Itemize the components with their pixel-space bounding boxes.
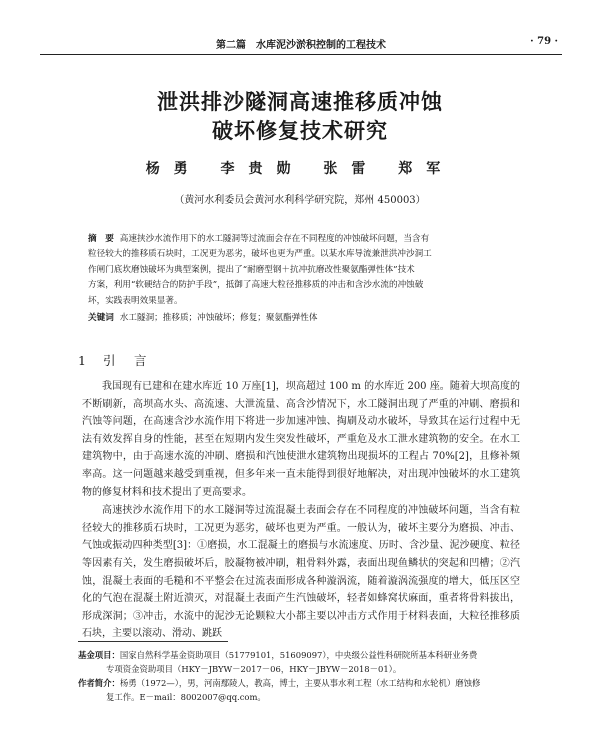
abstract-label: 摘 要 bbox=[88, 234, 114, 244]
section-number: 1 bbox=[78, 353, 89, 368]
abstract-line-4: 方案，利用“软硬结合的防护手段”，抵御了高速大粒径推移质的冲击和含沙水流的冲蚀破 bbox=[88, 280, 424, 291]
keywords-text: 水工隧洞；推移质；冲蚀破坏；修复；聚氨酯弹性体 bbox=[119, 313, 318, 324]
footnote-rule bbox=[78, 641, 228, 642]
article-title-line-2: 破坏修复技术研究 bbox=[212, 119, 388, 143]
article-title-line-1: 泄洪排沙隧洞高速推移质冲蚀 bbox=[157, 90, 443, 114]
funding-note: 基金项目：国家自然科学基金资助项目（51779101，51609097），中央级公益性科研院所基本科研业务费 专项资金资助项目（HKY－JBYW－2017－06，HKY－JBYW－2018－01）。 bbox=[78, 650, 478, 674]
paragraph: 我国现有已建和在建水库近 10 万座[1]，坝高超过 100 m 的水库近 200 座。随着大坝高度的不断刷新，高坝高水头、高流速、大泄流量、高含沙情况下，水工隧洞出现了严重的冲刷、磨损和汽蚀等问题，在高速含沙水流作用下将进一步加速冲蚀、掏刷及动水破坏，导致其在运行过程中无法有效发挥自身的性能，甚至在短期内发生突发性破坏，严重危及水工泄水建筑物的安全。在水工建筑物中，由于高速水流的冲刷、磨损和汽蚀使泄水建筑物出现损坏的工程占 70%[2]，且修补频率高。这一问题越来越受到重视，但多年来一直未能得到很好地解决，对出现冲蚀破坏的水工建筑物的修复材料和技术提出了更高要求。 bbox=[82, 381, 520, 498]
keywords-label: 关键词 bbox=[88, 313, 114, 324]
article-title bbox=[60, 88, 540, 146]
footnotes bbox=[78, 648, 520, 704]
paragraph: 高速挟沙水流作用下的水工隧洞等过流混凝土表面会存在不同程度的冲蚀破坏问题，当含有粒径较大的推移质石块时，工况更为恶劣，破坏也更为严重。一般认为，破坏主要分为磨损、冲击、气蚀或振动四种类型[3]：①磨损，水工混凝土的磨损与水流速度、历时、含沙量、泥沙硬度、粒径等因素有关，发生磨损破坏后，胶凝物被冲刷，粗骨料外露，表面出现鱼鳞状的突起和凹槽；②汽蚀，混凝土表面的毛糙和不平整会在过流表面形成各种漩涡流，随着漩涡流强度的增大，低压区空化的气泡在混凝土附近溃灭，对混凝土表面产生汽蚀破坏，轻者如蜂窝状麻面，重者将骨料拔出，形成深洞；③冲击，水流中的泥沙无论颗粒大小都主要以冲击方式作用于材料表面，大粒径推移质石块，主要以滚动、滑动、跳跃 bbox=[82, 505, 520, 640]
abstract-line-3: 作闸门底坎磨蚀破坏为典型案例，提出了“耐磨型钢＋抗冲抗磨改性聚氨酯弹性体”技术 bbox=[88, 264, 415, 275]
page-number: · 79 · bbox=[530, 36, 558, 47]
affiliation: （黄河水利委员会黄河水利科学研究院，郑州 450003） bbox=[174, 195, 426, 206]
author-list: 杨勇 李贵勋 张雷 郑军 bbox=[145, 161, 455, 177]
running-head-title: 第二篇 水库泥沙淤积控制的工程技术 bbox=[216, 40, 386, 51]
section-heading bbox=[78, 351, 163, 369]
abstract-line-2: 粒径较大的推移质石块时，工况更为恶劣，破坏也更为严重。以某水库导流兼泄洪冲沙洞工 bbox=[88, 249, 432, 260]
abstract-line-5: 坏，实践表明效果显著。 bbox=[88, 295, 183, 306]
section-title: 引 言 bbox=[102, 353, 150, 368]
header-rule bbox=[40, 54, 562, 55]
section-body bbox=[82, 378, 520, 643]
funding-label: 基金项目： bbox=[78, 650, 120, 660]
abstract-block bbox=[88, 232, 520, 326]
keywords bbox=[88, 311, 520, 326]
abstract-line-1: 摘 要 高速挟沙水流作用下的水工隧洞等过流面会存在不同程度的冲蚀破坏问题，当含有 bbox=[88, 234, 430, 244]
author-bio-label: 作者简介： bbox=[78, 678, 120, 688]
author-bio-note: 作者简介：杨勇（1972—），男，河南鄢陵人，教高，博士，主要从事水利工程（水工结构和水轮机）磨蚀修 复工作。E－mail：8002007@qq.com。 bbox=[78, 678, 481, 702]
running-head bbox=[40, 36, 562, 52]
